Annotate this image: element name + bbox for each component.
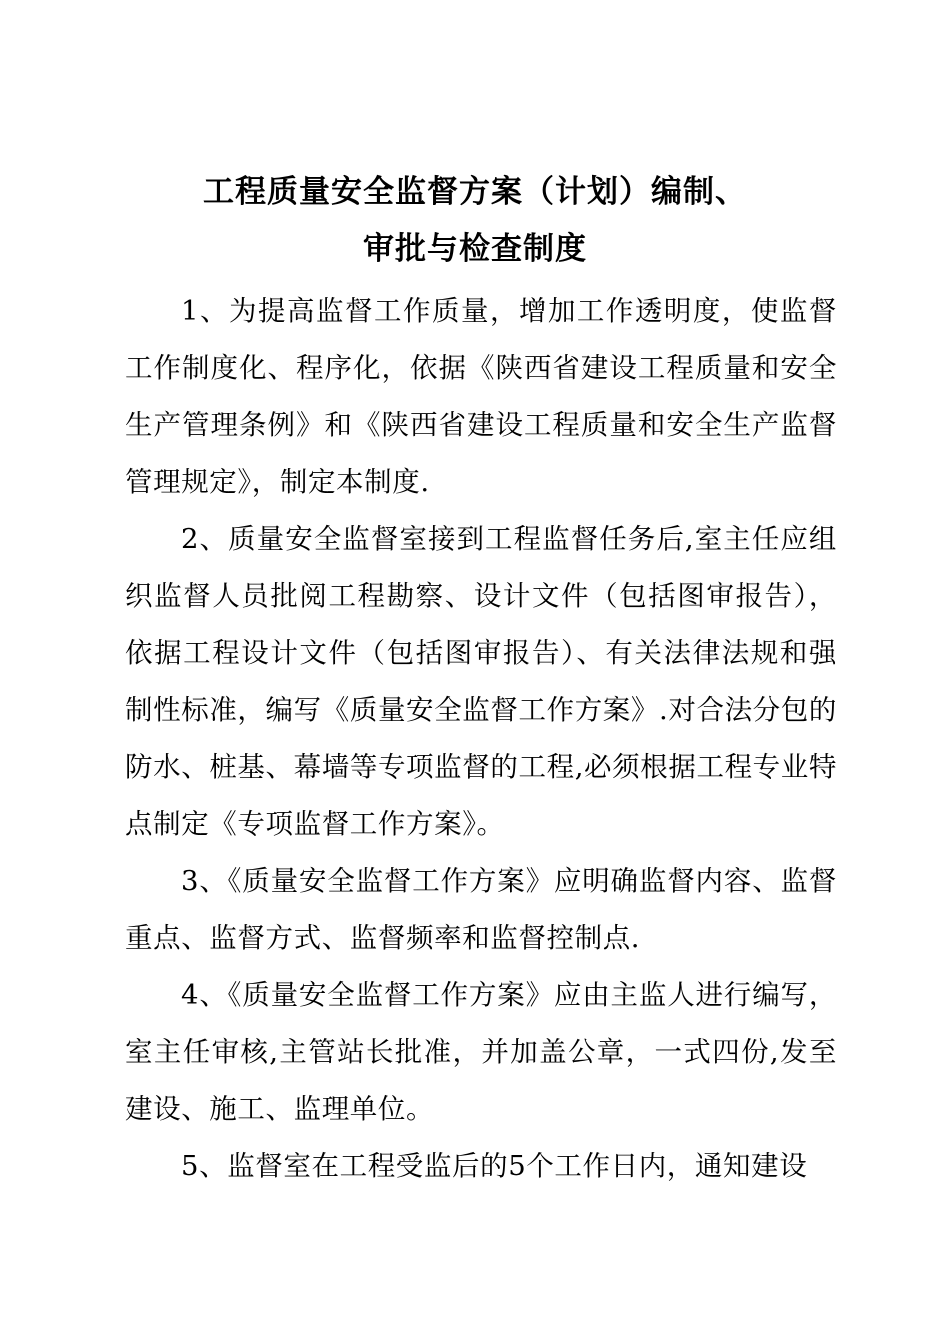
paragraph-2: 2、质量安全监督室接到工程监督任务后,室主任应组织监督人员批阅工程勘察、设计文件（包括图审报告），依据工程设计文件（包括图审报告）、有关法律法规和强制性标准，编写《质量安全监督工作方案》.对合法分包的防水、桩基、幕墙等专项监督的工程,必须根据工程专业特点制定《专项监督工作方案》。 [125, 523, 837, 840]
paragraph-4: 4、《质量安全监督工作方案》应由主监人进行编写，室主任审核,主管站长批准，并加盖公章，一式四份,发至建设、施工、监理单位。 [125, 979, 837, 1125]
paragraph-3: 3、《质量安全监督工作方案》应明确监督内容、监督重点、监督方式、监督频率和监督控制点. [125, 865, 837, 954]
document-title-line-2: 审批与检查制度 [363, 231, 587, 267]
document-body [125, 283, 837, 1195]
paragraph-1: 1、为提高监督工作质量，增加工作透明度，使监督工作制度化、程序化，依据《陕西省建设工程质量和安全生产管理条例》和《陕西省建设工程质量和安全生产监督管理规定》，制定本制度. [125, 295, 837, 498]
document-title-line-1: 工程质量安全监督方案（计划）编制、 [203, 174, 747, 210]
paragraph-5: 5、监督室在工程受监后的5个工作日内，通知建设 [181, 1150, 808, 1182]
